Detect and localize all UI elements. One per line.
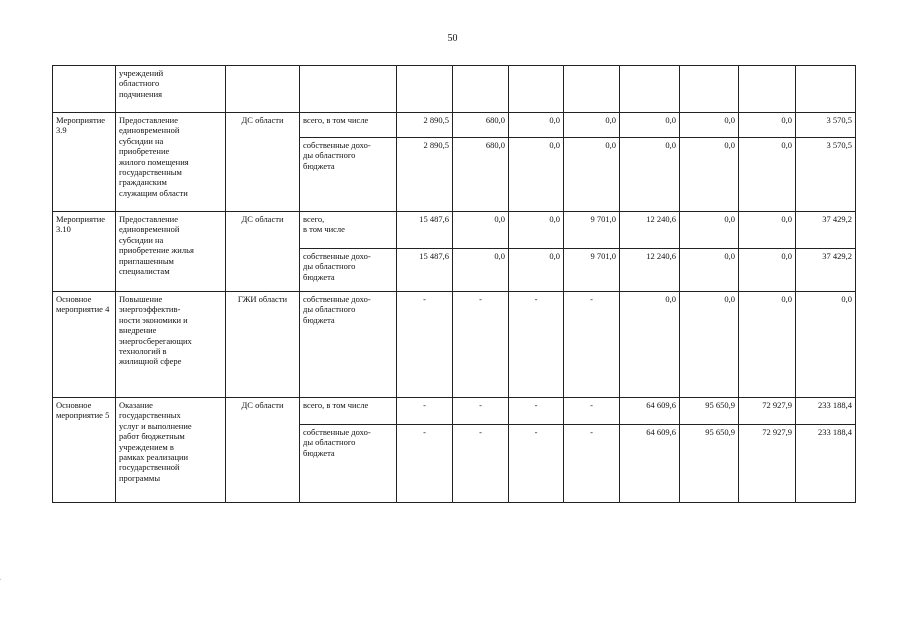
amount-cell: 64 609,6 [620, 398, 680, 425]
amount-cell: 0,0 [680, 138, 739, 212]
amount-cell: 0,0 [453, 249, 509, 292]
amount-cell: 680,0 [453, 138, 509, 212]
amount-cell: 0,0 [796, 292, 856, 398]
amount-cell: 2 890,5 [397, 138, 453, 212]
event-name-cell: Предоставление единовременной субсидии на приобретение жилья приглашенным специалистам [116, 212, 226, 292]
funding-source-cell: всего, в том числе [300, 398, 397, 425]
executor-cell: ГЖИ области [226, 292, 300, 398]
event-cell: Основное мероприятие 5 [53, 398, 116, 503]
amount-cell: - [564, 292, 620, 398]
funding-source-cell: собственные дохо- ды областного бюджета [300, 425, 397, 503]
event-cell: Мероприятие 3.10 [53, 212, 116, 292]
page-number: 50 [447, 33, 458, 44]
table-row [53, 113, 856, 138]
amount-cell: 0,0 [620, 138, 680, 212]
amount-cell: 0,0 [509, 212, 564, 249]
amount-cell: - [453, 398, 509, 425]
amount-cell: 0,0 [620, 292, 680, 398]
amount-cell [620, 66, 680, 113]
amount-cell: - [397, 398, 453, 425]
amount-cell: 0,0 [680, 113, 739, 138]
amount-cell: 15 487,6 [397, 249, 453, 292]
amount-cell: 3 570,5 [796, 138, 856, 212]
funding-source-cell: всего, в том числе [300, 212, 397, 249]
event-name-cell: Предоставление единовременной субсидии на приобретение жилого помещения государственным гражданским служащим области [116, 113, 226, 212]
funding-source-cell [300, 66, 397, 113]
funding-source-cell: всего, в том числе [300, 113, 397, 138]
amount-cell: - [509, 292, 564, 398]
executor-cell: ДС области [226, 212, 300, 292]
amount-cell: 9 701,0 [564, 249, 620, 292]
amount-cell: - [453, 292, 509, 398]
event-name-cell: Повышение энергоэффектив- ности экономики и внедрение энергосберегающих технологий в жилищной сфере [116, 292, 226, 398]
amount-cell [796, 66, 856, 113]
program-funding-table [52, 65, 856, 503]
amount-cell: 9 701,0 [564, 212, 620, 249]
amount-cell: 0,0 [620, 113, 680, 138]
amount-cell: 72 927,9 [739, 398, 796, 425]
funding-source-cell: собственные дохо- ды областного бюджета [300, 249, 397, 292]
amount-cell: 0,0 [509, 138, 564, 212]
executor-cell [226, 66, 300, 113]
amount-cell: 0,0 [739, 249, 796, 292]
amount-cell: 15 487,6 [397, 212, 453, 249]
executor-cell: ДС области [226, 113, 300, 212]
event-name-cell: учреждений областного подчинения [116, 66, 226, 113]
amount-cell: 0,0 [453, 212, 509, 249]
amount-cell: 0,0 [680, 292, 739, 398]
amount-cell [453, 66, 509, 113]
amount-cell: - [509, 425, 564, 503]
amount-cell: 0,0 [739, 113, 796, 138]
amount-cell: 0,0 [680, 212, 739, 249]
event-cell [53, 66, 116, 113]
amount-cell: 0,0 [564, 113, 620, 138]
amount-cell: 3 570,5 [796, 113, 856, 138]
amount-cell [509, 66, 564, 113]
funding-source-cell: собственные дохо- ды областного бюджета [300, 138, 397, 212]
amount-cell: - [397, 292, 453, 398]
amount-cell: 233 188,4 [796, 425, 856, 503]
amount-cell: 0,0 [739, 138, 796, 212]
executor-cell: ДС области [226, 398, 300, 503]
amount-cell: 0,0 [509, 113, 564, 138]
amount-cell: - [564, 425, 620, 503]
funding-source-cell: собственные дохо- ды областного бюджета [300, 292, 397, 398]
table-row [53, 398, 856, 425]
amount-cell: 0,0 [509, 249, 564, 292]
amount-cell: 64 609,6 [620, 425, 680, 503]
table-row [53, 212, 856, 249]
table-row [53, 66, 856, 113]
amount-cell: 680,0 [453, 113, 509, 138]
table-row [53, 292, 856, 398]
amount-cell: - [453, 425, 509, 503]
table-body [53, 66, 856, 503]
amount-cell: 37 429,2 [796, 212, 856, 249]
event-cell: Основное мероприятие 4 [53, 292, 116, 398]
amount-cell [564, 66, 620, 113]
amount-cell: 0,0 [680, 249, 739, 292]
event-name-cell: Оказание государственных услуг и выполнение работ бюджетным учреждением в рамках реализации государственной программы [116, 398, 226, 503]
amount-cell: 233 188,4 [796, 398, 856, 425]
amount-cell: - [564, 398, 620, 425]
amount-cell: 2 890,5 [397, 113, 453, 138]
amount-cell: 95 650,9 [680, 398, 739, 425]
amount-cell: 95 650,9 [680, 425, 739, 503]
amount-cell: 0,0 [739, 292, 796, 398]
amount-cell: 12 240,6 [620, 212, 680, 249]
amount-cell [739, 66, 796, 113]
amount-cell [397, 66, 453, 113]
amount-cell: - [397, 425, 453, 503]
amount-cell: - [509, 398, 564, 425]
amount-cell: 37 429,2 [796, 249, 856, 292]
amount-cell: 72 927,9 [739, 425, 796, 503]
event-cell: Мероприятие 3.9 [53, 113, 116, 212]
margin-mark: . [0, 576, 2, 582]
amount-cell: 0,0 [739, 212, 796, 249]
amount-cell: 0,0 [564, 138, 620, 212]
amount-cell: 12 240,6 [620, 249, 680, 292]
amount-cell [680, 66, 739, 113]
